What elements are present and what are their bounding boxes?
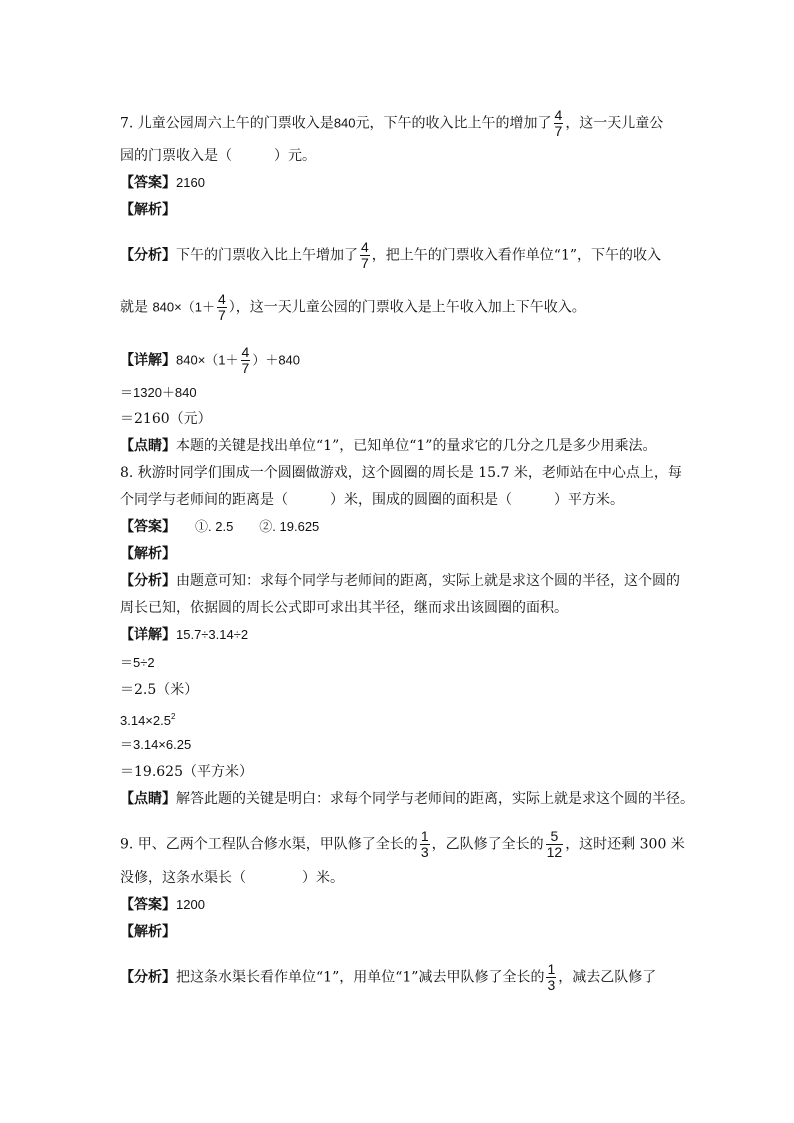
analysis-text: 由题意可知：求每个同学与老师间的距离，实际上就是求这个圆的半径，这个圆的 [176,573,680,589]
fraction [241,345,251,376]
answer-tag: 【答案】 [120,897,176,913]
q7-text: 元，下午的收入比上午的增加了 [355,115,552,132]
fraction-denominator: 7 [217,307,226,323]
q8-tip [120,791,694,807]
q9-answer [120,897,205,913]
math-expression: 3.14×2.5 [120,713,171,728]
q7-text: ，这一天儿童公 [565,115,664,132]
analysis-text: 把这条水渠长看作单位“1”，用单位“1”减去甲队修了全长的 [176,969,545,986]
q9-line1 [120,829,685,860]
q7-text: 7. 儿童公园周六上午的门票收入是 [120,115,334,132]
fraction [546,829,564,860]
q9-line2: 没修，这条水渠长（ ）米。 [120,870,344,886]
fraction-numerator: 4 [554,107,563,123]
fraction-numerator: 4 [217,291,226,307]
detail-tag: 【详解】 [120,352,176,369]
math-expression: 15.7÷3.14÷2 [176,627,249,642]
fraction-numerator: 5 [546,829,564,845]
answer-value: 2160 [176,175,205,190]
q8-detail-line5: ＝3.14×6.25 [120,737,192,752]
detail-tag: 【详解】 [120,627,176,643]
q8-detail-line1 [120,627,248,643]
q8-analysis-line2: 周长已知，依据圆的周长公式即可求出其半径，继而求出该圆圈的面积。 [120,600,568,616]
tip-text: 本题的关键是找出单位“1”，已知单位“1”的量求它的几分之几是多少用乘法。 [176,438,657,454]
fraction [217,292,227,323]
q7-tip [120,438,656,454]
answer-value: 1200 [176,897,205,912]
fraction-denominator: 7 [554,123,563,139]
q8-detail-line6: ＝19.625（平方米） [120,764,253,780]
q8-line2: 个同学与老师间的距离是（ ）米，围成的圆圈的面积是（ ）平方米。 [120,492,624,508]
q9-analysis-line1 [120,962,656,993]
fraction-denominator: 3 [420,844,429,860]
q7-number: 840 [333,115,356,131]
q8-analysis-tag: 【解析】 [120,546,176,562]
q7-answer [120,175,205,191]
fraction [360,240,370,271]
fraction-denominator: 3 [547,977,556,993]
analysis-text: ，把上午的门票收入看作单位“1”，下午的收入 [371,247,662,264]
fraction [554,108,564,139]
q7-line2: 园的门票收入是（ ）元。 [120,148,316,164]
answer-tag: 【答案】 [120,175,176,191]
fraction-denominator: 7 [361,255,369,271]
q9-text: 9. 甲、乙两个工程队合修水渠，甲队修了全长的 [120,836,418,853]
tip-tag: 【点睛】 [120,791,176,807]
q9-analysis-tag: 【解析】 [120,924,176,940]
q7-analysis-line1 [120,240,661,271]
q8-detail-line3: ＝2.5（米） [120,682,199,698]
analysis-text: ，减去乙队修了 [558,969,657,986]
analysis-text: ），这一天儿童公园的门票收入是上午收入加上下午收入。 [228,299,586,316]
exponent: 2 [170,712,176,721]
tip-tag: 【点睛】 [120,438,176,454]
answer-tag: 【答案】 [120,519,169,535]
fraction [420,829,430,860]
analysis-tag: 【分析】 [120,969,176,986]
q7-analysis-tag: 【解析】 [120,202,176,218]
q9-text: ，这时还剩 300 米 [565,836,685,853]
analysis-tag: 【分析】 [120,247,176,264]
fraction-denominator: 7 [241,360,250,376]
q8-answer [120,519,319,535]
q9-text: ，乙队修了全长的 [431,836,544,853]
math-expression: 840×（1＋ [152,299,215,315]
q7-analysis-line2 [120,292,586,323]
analysis-tag: 【分析】 [120,573,176,589]
q8-analysis-line1 [120,573,680,589]
q8-detail-line2: ＝5÷2 [120,655,155,670]
tip-text: 解答此题的关键是明白：求每个同学与老师间的距离，实际上就是求这个圆的半径。 [176,791,694,807]
q8-line1: 8. 秋游时同学们围成一个圆圈做游戏，这个圆圈的周长是 15.7 米，老师站在中心点上，每 [120,465,682,481]
math-expression: ）＋840 [252,352,301,368]
answer-value: ①. 2.5 ②. 19.625 [169,519,320,534]
q7-detail-line1 [120,345,300,376]
analysis-text: 就是 [120,299,148,316]
q8-detail-line4 [120,709,175,729]
analysis-text: 下午的门票收入比上午增加了 [176,247,358,264]
fraction-numerator: 1 [420,828,429,844]
fraction-numerator: 4 [241,344,250,360]
q7-line1 [120,108,663,139]
q7-detail-line2: ＝1320＋840 [120,385,197,400]
fraction-numerator: 1 [547,961,556,977]
q7-detail-line3: ＝2160（元） [120,411,212,427]
fraction-denominator: 12 [546,844,563,860]
fraction [546,962,556,993]
math-expression: 840×（1＋ [176,352,239,368]
fraction-numerator: 4 [361,239,369,255]
